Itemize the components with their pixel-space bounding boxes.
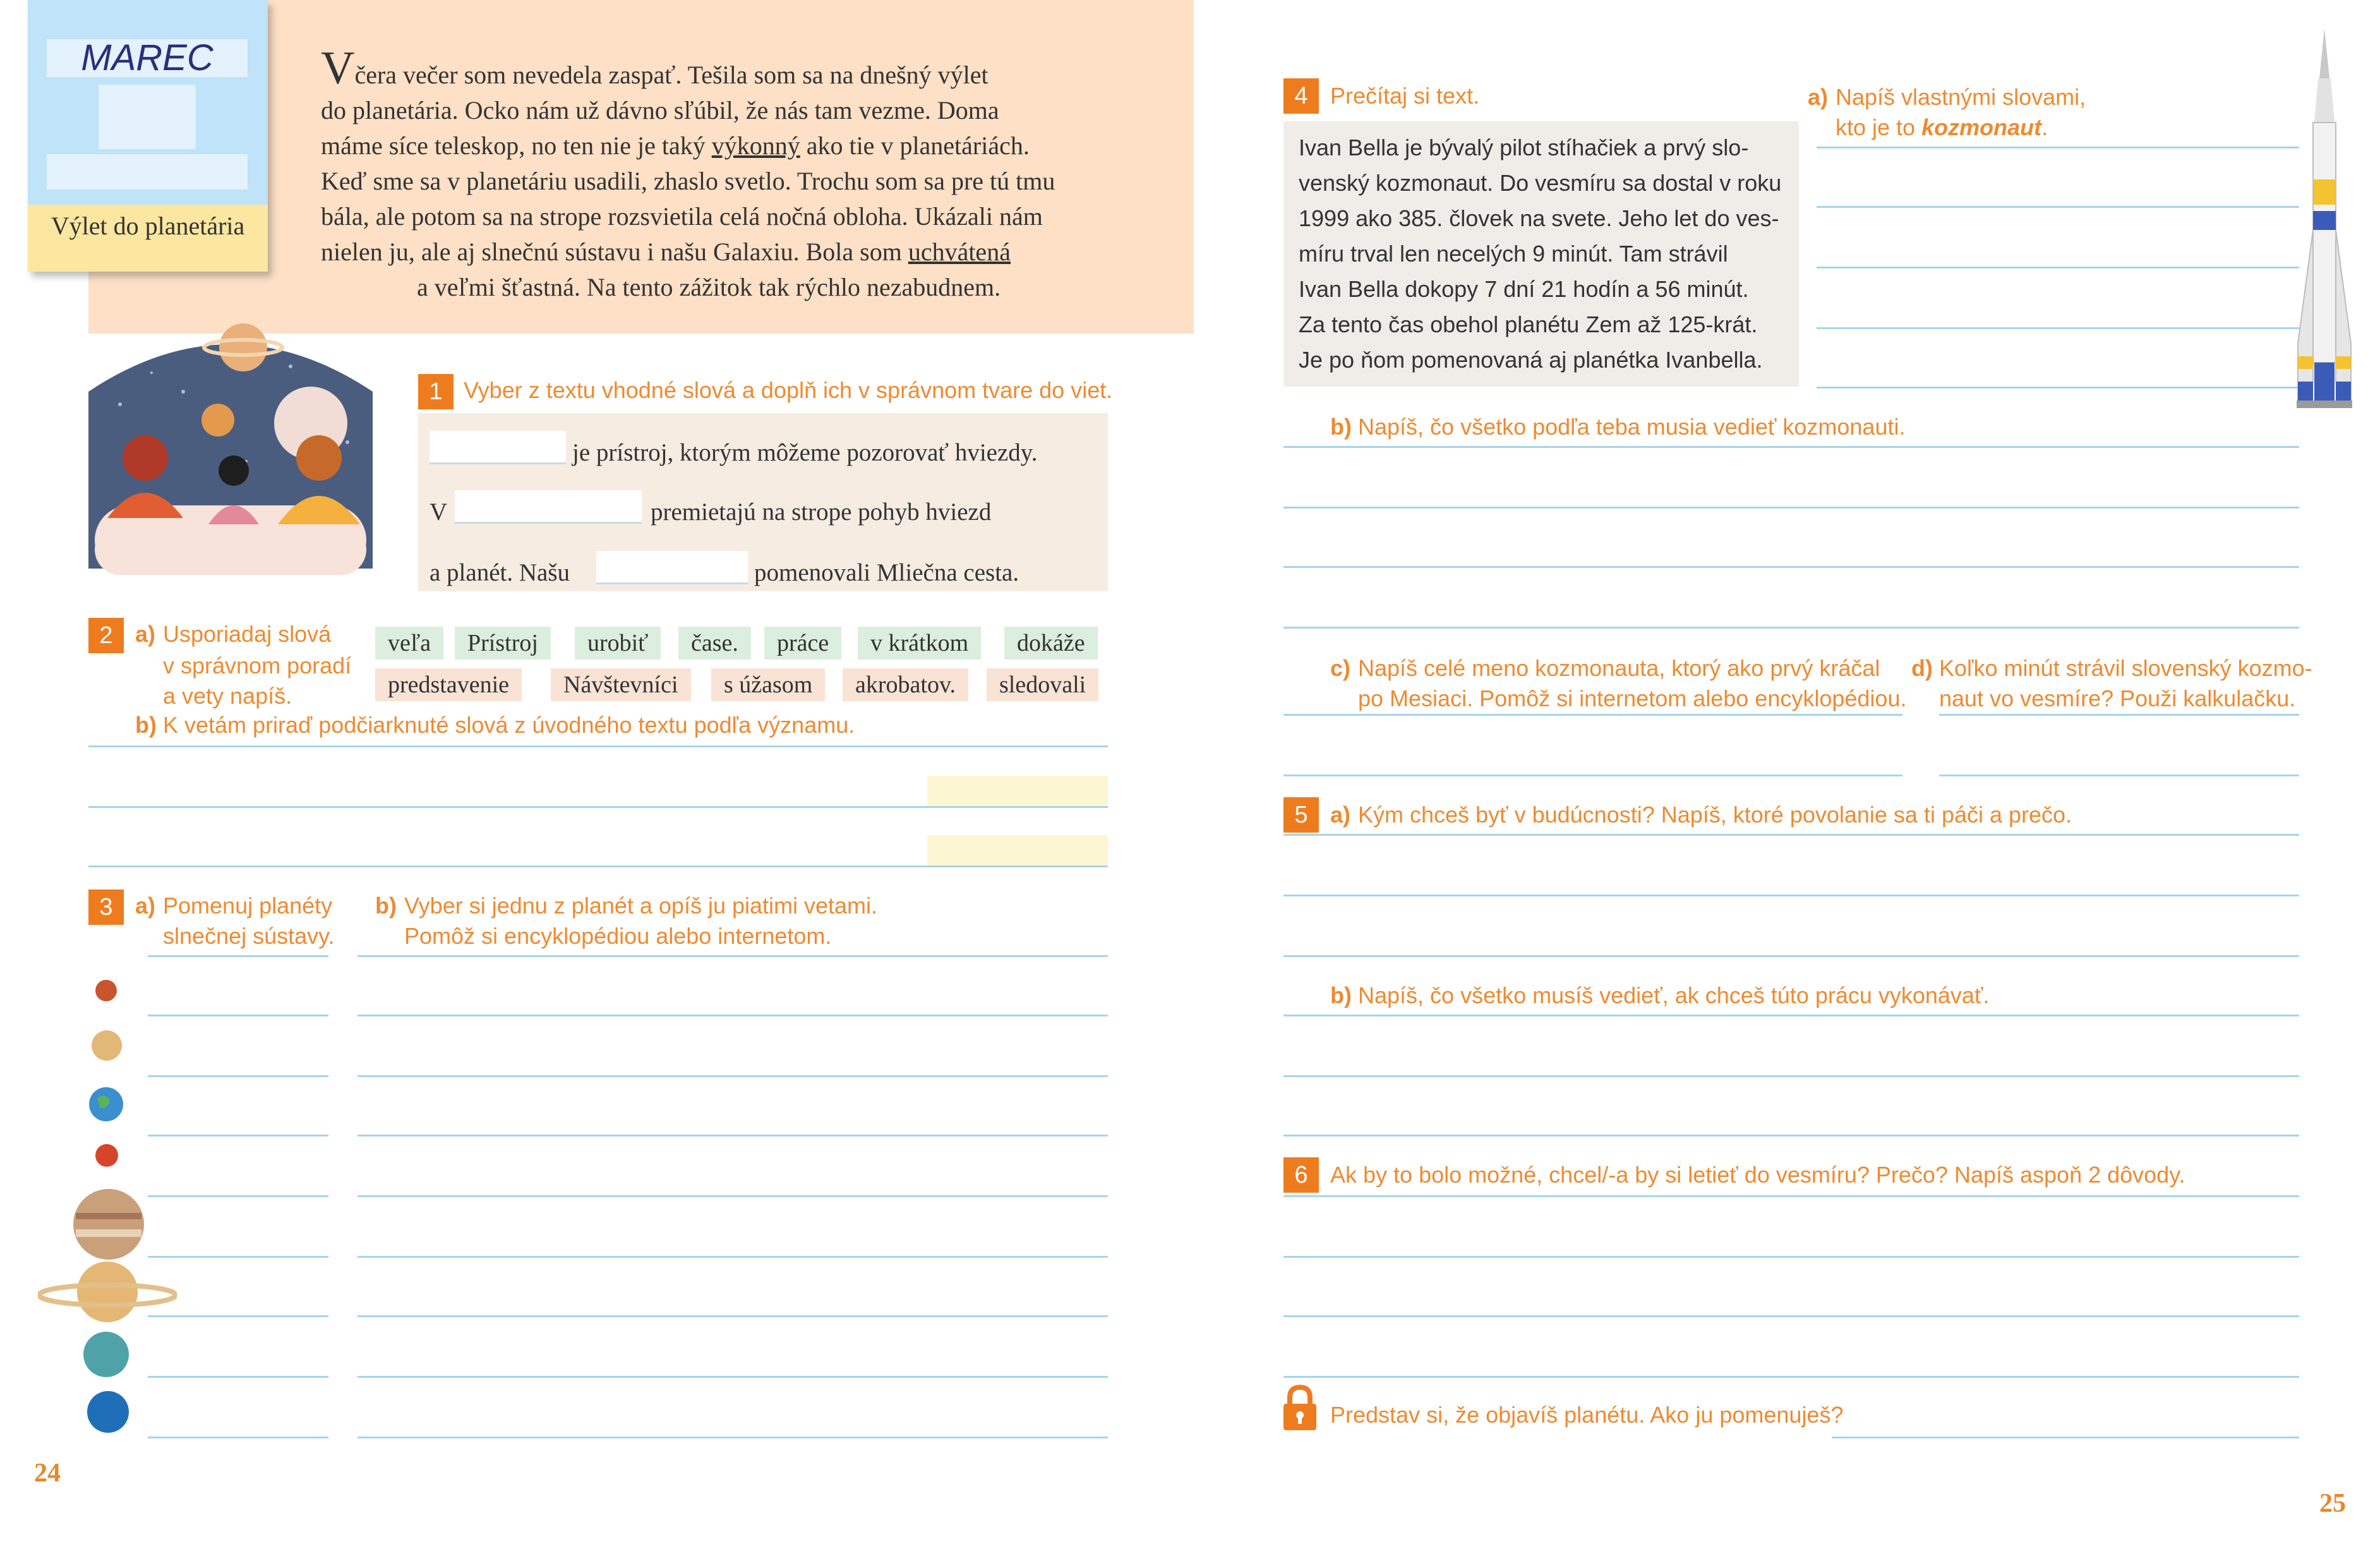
underlined-word-uchvatena: uchvátená xyxy=(908,238,1011,266)
task1-sentence-2-end: premietajú na strope pohyb hviezd xyxy=(651,498,992,526)
writing-line[interactable] xyxy=(1939,714,2299,716)
task2-b-label: b) xyxy=(135,712,157,738)
mercury-icon xyxy=(95,979,117,1002)
word-chip[interactable]: s úžasom xyxy=(711,668,825,701)
task3-b-label: b) xyxy=(375,893,397,919)
answer-highlight[interactable] xyxy=(927,835,1108,865)
word-chip[interactable]: v krátkom xyxy=(858,627,981,660)
writing-line[interactable] xyxy=(88,865,1108,867)
writing-line[interactable] xyxy=(1817,327,2299,329)
page-number-left: 24 xyxy=(34,1459,61,1488)
calendar-month: MAREC xyxy=(81,37,213,78)
rocket-icon xyxy=(2293,28,2356,419)
venus-icon xyxy=(91,1030,123,1061)
task1-sentence-1: je prístroj, ktorým môžeme pozorovať hviezdy. xyxy=(572,439,1038,466)
planetarium-illustration xyxy=(82,297,379,594)
info-line: 1999 ako 385. človek na svete. Jeho let do ves- xyxy=(1299,205,1779,231)
lock-icon xyxy=(1282,1385,1318,1431)
task1-blank-3[interactable] xyxy=(596,551,748,584)
word-chip[interactable]: Prístroj xyxy=(455,627,551,660)
writing-line[interactable] xyxy=(1283,895,2299,896)
writing-line[interactable] xyxy=(358,955,1108,957)
writing-line[interactable] xyxy=(1283,774,1902,776)
writing-line[interactable] xyxy=(1283,714,1902,716)
writing-line[interactable] xyxy=(358,1376,1108,1378)
story-line-4: Keď sme sa v planetáriu usadili, zhaslo svetlo. Trochu som sa pre tú tmu xyxy=(321,167,1055,195)
task2-a-text-1: Usporiadaj slová xyxy=(163,621,332,647)
calendar-card xyxy=(28,0,268,272)
word-chip[interactable]: Návštevníci xyxy=(551,668,691,701)
writing-line[interactable] xyxy=(1283,1376,2299,1378)
task4-a-text-2: kto je to kozmonaut. xyxy=(1836,114,2048,140)
task2-number: 2 xyxy=(88,618,124,653)
page-number-right: 25 xyxy=(2319,1489,2346,1518)
task2-a-label: a) xyxy=(135,621,156,647)
task3-number: 3 xyxy=(88,889,124,925)
writing-line[interactable] xyxy=(1939,774,2299,776)
task2-b-text: K vetám priraď podčiarknuté slová z úvodného textu podľa významu. xyxy=(163,712,855,738)
task1-sentence-3-start: a planét. Našu xyxy=(430,559,570,586)
story-line-2: do planetária. Ocko nám už dávno sľúbil, že nás tam vezme. Doma xyxy=(321,96,999,124)
writing-line[interactable] xyxy=(358,1195,1108,1197)
calendar-weekday-box xyxy=(47,154,248,190)
writing-line[interactable] xyxy=(148,1135,328,1136)
task2-a-text-3: a vety napíš. xyxy=(163,683,292,709)
writing-line[interactable] xyxy=(1283,1195,2299,1197)
task4-number: 4 xyxy=(1283,78,1319,114)
task3-b-text-2: Pomôž si encyklopédiou alebo internetom. xyxy=(404,923,832,949)
info-line: míru trval len necelých 9 minút. Tam strávil xyxy=(1299,241,1728,267)
task4-a-label: a) xyxy=(1808,84,1829,110)
info-box xyxy=(1283,121,1799,387)
mars-icon xyxy=(95,1143,119,1167)
task5-a-text: Kým chceš byť v budúcnosti? Napíš, ktoré povolanie sa ti páči a prečo. xyxy=(1358,802,2072,828)
writing-line[interactable] xyxy=(88,745,1108,747)
writing-line[interactable] xyxy=(1817,206,2299,208)
writing-line[interactable] xyxy=(88,806,1108,808)
task4-c-label: c) xyxy=(1330,655,1351,681)
writing-line[interactable] xyxy=(358,1256,1108,1258)
underlined-word-vykonny: výkonný xyxy=(711,131,800,160)
writing-line[interactable] xyxy=(1283,627,2299,629)
task3-b-text-1: Vyber si jednu z planét a opíš ju piatimi vetami. xyxy=(404,893,878,919)
writing-line[interactable] xyxy=(1283,1075,2299,1077)
writing-line[interactable] xyxy=(358,1075,1108,1077)
writing-line[interactable] xyxy=(358,1015,1108,1016)
writing-line[interactable] xyxy=(1817,387,2299,389)
keyword-kozmonaut: kozmonaut xyxy=(1921,114,2042,140)
writing-line[interactable] xyxy=(1817,147,2299,148)
task5-b-text: Napíš, čo všetko musíš vedieť, ak chceš túto prácu vykonávať. xyxy=(1358,982,1990,1008)
jupiter-icon xyxy=(72,1188,145,1261)
task5-b-label: b) xyxy=(1330,982,1352,1008)
word-chip[interactable]: urobiť xyxy=(575,627,661,660)
task4-d-text-2: naut vo vesmíre? Použi kalkulačku. xyxy=(1939,685,2296,711)
word-chip[interactable]: sledovali xyxy=(987,668,1098,701)
writing-line[interactable] xyxy=(1832,1437,2299,1438)
word-chip[interactable]: predstavenie xyxy=(375,668,522,701)
word-chip[interactable]: čase. xyxy=(678,627,751,660)
task4-c-text-2: po Mesiaci. Pomôž si internetom alebo encyklopédiou. xyxy=(1358,685,1907,711)
calendar-caption: Výlet do planetária xyxy=(51,212,245,240)
task4-b-label: b) xyxy=(1330,414,1352,440)
info-line: Za tento čas obehol planétu Zem až 125-krát. xyxy=(1299,311,1758,337)
info-line: venský kozmonaut. Do vesmíru sa dostal v roku xyxy=(1299,170,1782,196)
task3-a-text-2: slnečnej sústavy. xyxy=(163,923,335,949)
writing-line[interactable] xyxy=(358,1315,1108,1317)
writing-line[interactable] xyxy=(1283,1135,2299,1136)
task1-blank-2[interactable] xyxy=(455,490,642,524)
writing-line[interactable] xyxy=(1283,1256,2299,1258)
task4-c-text-1: Napíš celé meno kozmonauta, ktorý ako prvý kráčal xyxy=(1358,655,1880,681)
calendar-day-box xyxy=(99,85,196,149)
word-chip[interactable]: veľa xyxy=(375,627,443,660)
writing-line[interactable] xyxy=(1283,446,2299,448)
story-line-3: máme síce teleskop, no ten nie je taký výkonný ako tie v planetáriách. xyxy=(321,131,1030,160)
story-text xyxy=(321,42,1180,305)
task5-number: 5 xyxy=(1283,797,1319,833)
task1-blank-1[interactable] xyxy=(430,431,566,464)
writing-line[interactable] xyxy=(148,1437,328,1438)
uranus-icon xyxy=(82,1330,130,1378)
task2-a-text-2: v správnom poradí xyxy=(163,653,352,678)
writing-line[interactable] xyxy=(1283,566,2299,568)
writing-line[interactable] xyxy=(1283,1015,2299,1016)
writing-line[interactable] xyxy=(1283,955,2299,957)
writing-line[interactable] xyxy=(148,1075,328,1077)
earth-icon xyxy=(88,1087,124,1122)
story-line-7: a veľmi šťastná. Na tento zážitok tak rýchlo nezabudnem. xyxy=(417,273,1001,301)
neptune-icon xyxy=(86,1390,130,1434)
drop-cap: V xyxy=(321,42,355,94)
story-line-1: Včera večer som nevedela zaspať. Tešila som sa na dnešný výlet xyxy=(321,42,989,94)
word-chip[interactable]: práce xyxy=(764,627,841,660)
task1-instruction: Vyber z textu vhodné slová a doplň ich v správnom tvare do viet. xyxy=(464,377,1113,403)
task1-sentence-2-start: V xyxy=(430,498,448,526)
writing-line[interactable] xyxy=(148,1015,328,1016)
task3-a-label: a) xyxy=(135,893,156,919)
story-line-5: bála, ale potom sa na strope rozsvietila celá nočná obloha. Ukázali nám xyxy=(321,202,1043,231)
writing-line[interactable] xyxy=(1283,507,2299,509)
task4-instruction: Prečítaj si text. xyxy=(1330,83,1480,109)
saturn-icon xyxy=(38,1257,177,1327)
task6-number: 6 xyxy=(1283,1157,1319,1193)
writing-line[interactable] xyxy=(1283,1315,2299,1317)
story-line-6: nielen ju, ale aj slnečnú sústavu i našu Galaxiu. Bola som uchvátená xyxy=(321,238,1011,266)
writing-line[interactable] xyxy=(148,1195,328,1197)
writing-line[interactable] xyxy=(1817,267,2299,268)
task5-a-label: a) xyxy=(1330,802,1351,828)
bonus-text: Predstav si, že objavíš planétu. Ako ju pomenuješ? xyxy=(1330,1402,1844,1428)
task3-a-text-1: Pomenuj planéty xyxy=(163,893,333,919)
task4-d-text-1: Koľko minút strávil slovenský kozmo- xyxy=(1939,655,2312,681)
task1-sentence-3-end: pomenovali Mliečna cesta. xyxy=(754,559,1019,586)
writing-line[interactable] xyxy=(148,1376,328,1378)
word-chip[interactable]: dokáže xyxy=(1004,627,1098,660)
task6-text: Ak by to bolo možné, chcel/-a by si letieť do vesmíru? Prečo? Napíš aspoň 2 dôvody. xyxy=(1330,1162,2185,1188)
word-chip[interactable]: akrobatov. xyxy=(843,668,968,701)
writing-line[interactable] xyxy=(1283,834,2299,836)
task4-a-text-1: Napíš vlastnými slovami, xyxy=(1836,84,2086,110)
answer-highlight[interactable] xyxy=(927,776,1108,806)
info-line: Ivan Bella dokopy 7 dní 21 hodín a 56 minút. xyxy=(1299,276,1749,302)
writing-line[interactable] xyxy=(358,1135,1108,1136)
info-line: Je po ňom pomenovaná aj planétka Ivanbella. xyxy=(1299,347,1763,373)
writing-line[interactable] xyxy=(358,1437,1108,1438)
task4-d-label: d) xyxy=(1911,655,1933,681)
writing-line[interactable] xyxy=(148,955,328,957)
task1-number: 1 xyxy=(418,374,454,409)
task4-b-text: Napíš, čo všetko podľa teba musia vedieť kozmonauti. xyxy=(1358,414,1906,440)
info-line: Ivan Bella je bývalý pilot stíhačiek a prvý slo- xyxy=(1299,135,1749,160)
